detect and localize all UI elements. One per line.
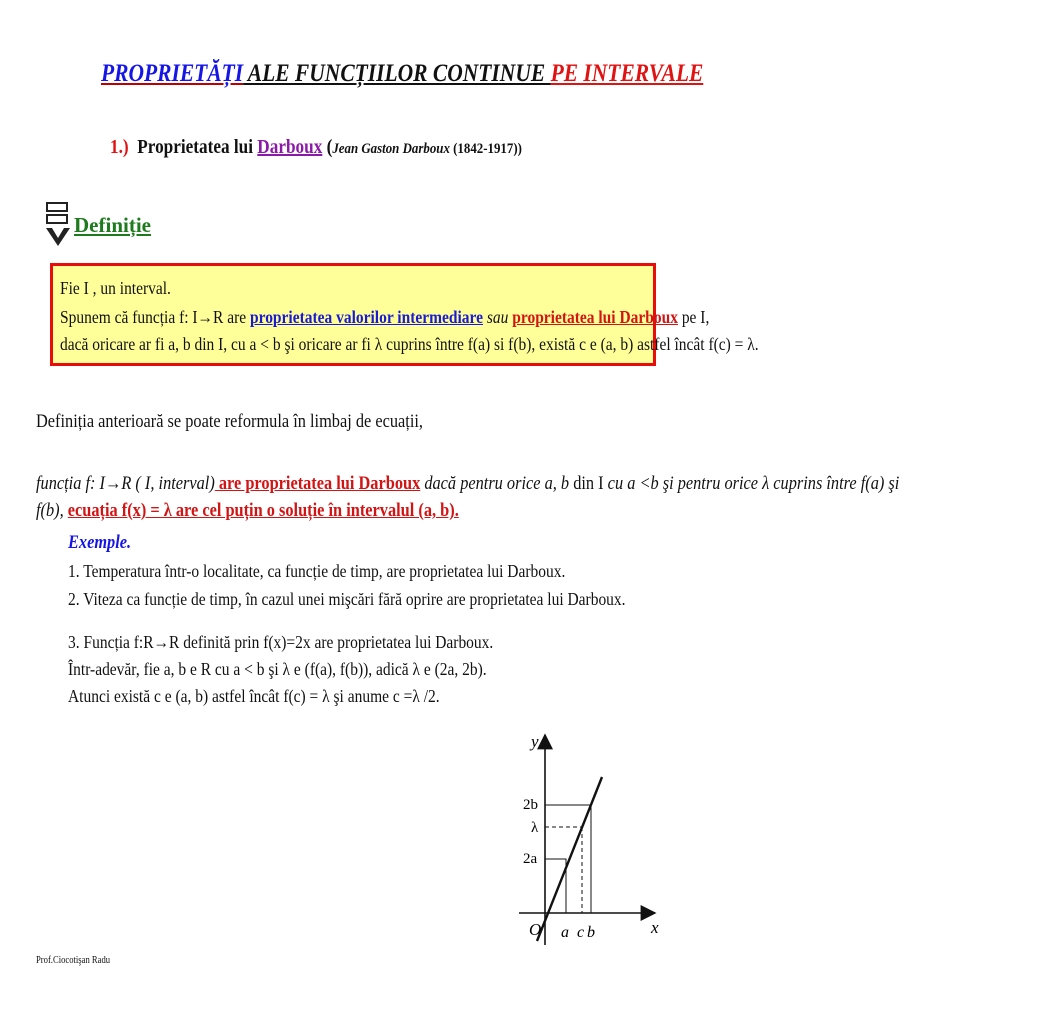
definition-line-1: Fie I , un interval. (60, 278, 171, 298)
tick-lambda: λ (531, 820, 539, 836)
box-2a (545, 859, 566, 913)
highlight-darboux-property: proprietatea lui Darboux (512, 307, 678, 327)
footer-author: Prof.Ciocotişan Radu (36, 955, 111, 966)
tick-c: c (577, 924, 585, 941)
section-heading (110, 136, 589, 159)
statement-line-1: funcția f: I→R ( I, interval) are proprietatea lui Darboux dacă pentru orice a, b din I cu a <b şi pentru orice λ cuprins între f(a) şi (36, 473, 900, 494)
definition-line-2: Spunem că funcția f: I→R are proprietatea valorilor intermediare sau proprietatea lui Darboux pe I, (60, 307, 710, 327)
tick-a: a (561, 924, 569, 941)
x-axis-label: x (651, 918, 659, 937)
title-part-1: PROPRIETĂȚI (101, 60, 244, 87)
example-3-line-1: 3. Funcția f:R→R definită prin f(x)=2x are proprietatea lui Darboux. (68, 632, 494, 652)
example-3-line-3: Atunci există c e (a, b) astfel încât f(c) = λ şi anume c =λ /2. (68, 686, 440, 706)
page-title (101, 60, 801, 88)
section-full-name: Jean Gaston Darboux (332, 141, 450, 157)
tick-2a: 2a (523, 851, 538, 867)
reformulate-text: Definiția anterioară se poate reformula în limbaj de ecuații, (36, 411, 423, 432)
definition-label: Definiție (74, 213, 151, 237)
statement-equation: ecuația f(x) = λ are cel puțin o soluție în intervalul (a, b). (67, 500, 459, 521)
linear-function-graph (505, 725, 675, 955)
section-name: Darboux (257, 136, 323, 158)
origin-label: O (529, 920, 542, 939)
statement-line-2: f(b), ecuația f(x) = λ are cel puțin o soluție în intervalul (a, b). (36, 500, 459, 521)
section-number: 1.) (110, 136, 129, 158)
highlight-intermediate-values: proprietatea valorilor intermediare (249, 307, 483, 327)
example-3-line-2: Într-adevăr, fie a, b e R cu a < b şi λ e (f(a), f(b)), adică λ e (2a, 2b). (68, 659, 487, 679)
y-axis-label: y (531, 732, 539, 751)
section-paren: ( (322, 136, 333, 158)
examples-heading: Exemple. (68, 532, 132, 553)
tick-b: b (587, 924, 595, 941)
example-2: 2. Viteza ca funcție de timp, în cazul unei mişcări fără oprire are proprietatea lui Darboux. (68, 589, 626, 609)
definition-line-3: dacă oricare ar fi a, b din I, cu a < b şi oricare ar fi λ cuprins între f(a) si f(b), există c e (a, b) astfel încât f(c) = λ. (60, 334, 759, 354)
example-1: 1. Temperatura într-o localitate, ca funcție de timp, are proprietatea lui Darboux. (68, 561, 566, 581)
tick-2b: 2b (523, 797, 538, 813)
title-part-3: PE INTERVALE (550, 60, 704, 87)
section-years: (1842-1917)) (449, 141, 522, 157)
book-icon (44, 200, 72, 248)
statement-darboux: are proprietatea lui Darboux (214, 473, 421, 494)
section-prefix: Proprietatea lui (137, 136, 258, 158)
title-part-2: ALE FUNCȚIILOR CONTINUE (243, 60, 551, 87)
